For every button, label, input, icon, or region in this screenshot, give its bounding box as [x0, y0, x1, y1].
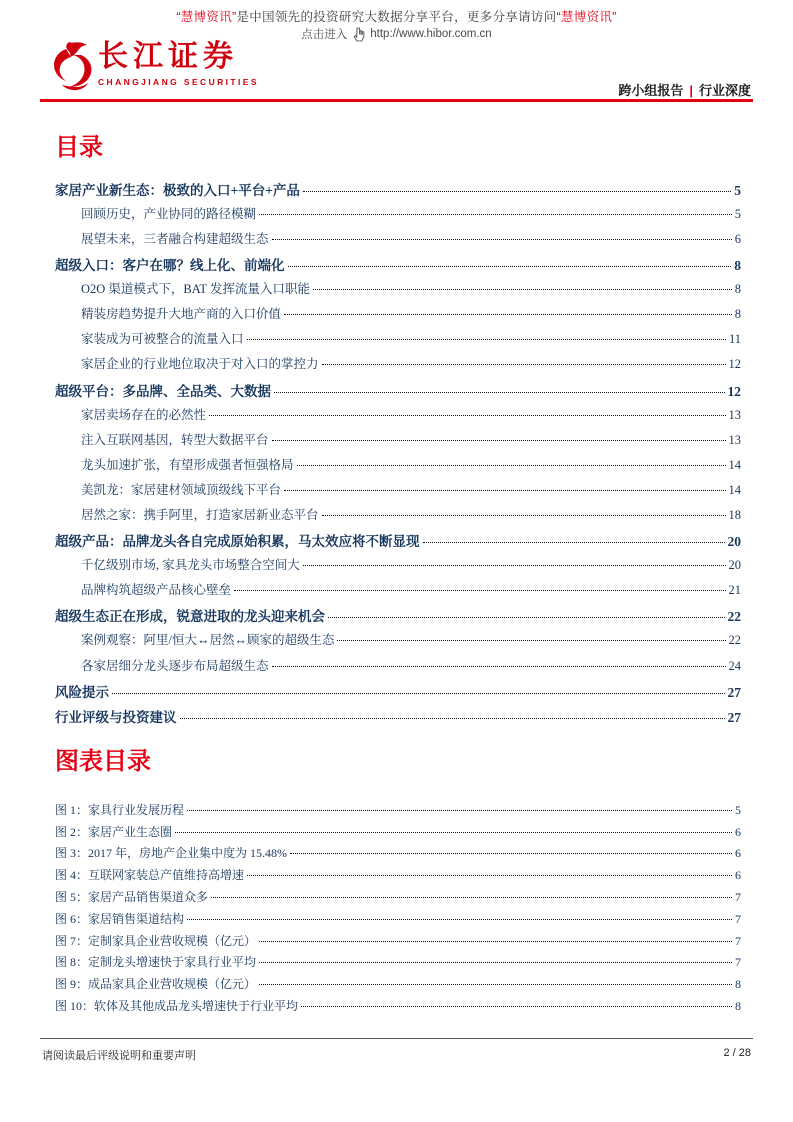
toc-entry-page: 14 [728, 457, 741, 472]
figure-entry-label: 图 3：2017 年，房地产企业集中度为 15.48% [55, 846, 287, 861]
dot-leader [211, 897, 732, 898]
figures-section [55, 748, 741, 1019]
toc-entry-label: 超级生态正在形成，锐意进取的龙头迎来机会 [55, 609, 325, 625]
toc-entry-label: 家居卖场存在的必然性 [81, 407, 207, 422]
toc-entry-label: 精装房趋势提升大地产商的入口价值 [81, 307, 282, 322]
report-type-label: 跨小组报告 [618, 83, 684, 98]
toc-entry-page: 12 [727, 383, 741, 399]
dot-leader [234, 590, 725, 591]
figure-entry-label: 图 9：成品家具企业营收规模（亿元） [55, 977, 257, 992]
dot-leader [180, 718, 725, 719]
figure-entry-page: 7 [735, 955, 741, 970]
dot-leader [301, 1006, 732, 1007]
figure-entry-label: 图 6：家居销售渠道结构 [55, 911, 185, 926]
figure-entry[interactable] [55, 823, 741, 845]
figure-entry-label: 图 10：软体及其他成品龙头增速快于行业平均 [55, 998, 299, 1013]
dot-leader [259, 984, 732, 985]
toc-entry-label: 居然之家：携手阿里，打造家居新业态平台 [81, 508, 319, 523]
dot-leader [272, 239, 732, 240]
toc-entry[interactable] [55, 204, 741, 229]
meta-divider: | [689, 83, 693, 98]
toc-entry[interactable] [55, 430, 741, 455]
page-number: 2 / 28 [723, 1047, 751, 1059]
toc-entry-page: 20 [727, 534, 741, 550]
toc-entry-page: 6 [734, 231, 741, 246]
toc-entry[interactable] [55, 304, 741, 329]
toc-entry[interactable] [55, 229, 741, 254]
figure-entry[interactable] [55, 866, 741, 888]
toc-entry[interactable] [55, 630, 741, 655]
figure-entry-page: 8 [735, 998, 741, 1013]
promo-click-label: 点击进入 [301, 29, 348, 41]
changjiang-logo [42, 40, 259, 101]
toc-entry-page: 22 [727, 609, 741, 625]
toc-entry-label: 注入互联网基因，转型大数据平台 [81, 432, 269, 447]
toc-entry-page: 8 [734, 282, 741, 297]
dot-leader [259, 962, 732, 963]
figure-entry-label: 图 7：定制家具企业营收规模（亿元） [55, 933, 257, 948]
dot-leader [209, 415, 725, 416]
header-red-rule [40, 99, 753, 102]
figure-entry[interactable] [55, 975, 741, 997]
toc-entry-label: 超级平台：多品牌、全品类、大数据 [55, 383, 271, 399]
brand-name-en: CHANGJIANG SECURITIES [98, 76, 259, 87]
toc-entry[interactable] [55, 179, 741, 204]
toc-list [55, 179, 741, 731]
report-meta [618, 80, 751, 99]
figure-entry-label: 图 4：互联网家装总产值维持高增速 [55, 868, 245, 883]
toc-entry-label: 各家居细分龙头逐步布局超级生态 [81, 658, 269, 673]
toc-entry[interactable] [55, 706, 741, 731]
dot-leader [303, 565, 726, 566]
dot-leader [328, 617, 725, 618]
toc-entry-page: 5 [734, 206, 741, 221]
toc-entry[interactable] [55, 254, 741, 279]
toc-entry[interactable] [55, 455, 741, 480]
figure-entry[interactable] [55, 953, 741, 975]
figure-entry[interactable] [55, 997, 741, 1019]
figure-entry-page: 7 [735, 911, 741, 926]
toc-entry-label: 家居企业的行业地位取决于对入口的掌控力 [81, 357, 319, 372]
promo-brand-first: “慧博资讯” [176, 10, 237, 24]
toc-entry-page: 13 [728, 432, 741, 447]
dot-leader [290, 853, 732, 854]
figure-entry[interactable] [55, 932, 741, 954]
figure-entry-page: 5 [735, 802, 741, 817]
toc-entry[interactable] [55, 555, 741, 580]
toc-section [55, 134, 741, 731]
promo-banner [0, 7, 793, 25]
dot-leader [247, 339, 726, 340]
toc-entry[interactable] [55, 505, 741, 530]
toc-entry[interactable] [55, 354, 741, 379]
toc-entry-label: 千亿级别市场, 家具龙头市场整合空间大 [81, 558, 300, 573]
dot-leader [322, 515, 726, 516]
report-category-label: 行业深度 [698, 83, 751, 98]
changjiang-logo-icon [42, 40, 94, 101]
dot-leader [313, 289, 732, 290]
figures-title: 图表目录 [55, 748, 151, 775]
dot-leader [272, 440, 726, 441]
figure-entry-page: 7 [735, 933, 741, 948]
toc-entry-page: 18 [728, 508, 741, 523]
toc-entry[interactable] [55, 580, 741, 605]
dot-leader [187, 810, 732, 811]
footer-disclaimer: 请阅读最后评级说明和重要声明 [42, 1050, 196, 1062]
toc-entry-page: 27 [727, 709, 741, 725]
toc-entry-label: 行业评级与投资建议 [55, 709, 177, 725]
footer-rule [40, 1038, 753, 1039]
dot-leader [175, 832, 732, 833]
toc-entry-label: 风险提示 [55, 684, 109, 700]
dot-leader [259, 214, 732, 215]
figure-entry-label: 图 1：家具行业发展历程 [55, 802, 185, 817]
toc-entry-page: 14 [728, 482, 741, 497]
figure-entry-page: 7 [735, 889, 741, 904]
dot-leader [259, 941, 732, 942]
toc-entry-label: 超级产品：品牌龙头各自完成原始积累，马太效应将不断显现 [55, 534, 420, 550]
toc-entry-page: 12 [728, 357, 741, 372]
dot-leader [284, 314, 732, 315]
figure-entry-page: 6 [735, 824, 741, 839]
toc-entry-label: 美凯龙：家居建材领域顶级线下平台 [81, 482, 282, 497]
toc-entry-page: 11 [728, 332, 741, 347]
toc-entry-label: 龙头加速扩张，有望形成强者恒强格局 [81, 457, 294, 472]
toc-entry[interactable] [55, 681, 741, 706]
dot-leader [247, 875, 732, 876]
promo-brand-second: “慧博资讯” [556, 10, 617, 24]
figure-entry-page: 6 [735, 868, 741, 883]
dot-leader [337, 640, 725, 641]
dot-leader [423, 542, 725, 543]
figure-entry[interactable] [55, 844, 741, 866]
figure-list [55, 801, 741, 1019]
toc-entry[interactable] [55, 480, 741, 505]
toc-entry-label: 超级入口：客户在哪？线上化、前端化 [55, 258, 285, 274]
toc-entry-page: 24 [728, 658, 741, 673]
promo-middle-text: 是中国领先的投资研究大数据分享平台，更多分享请访问 [236, 10, 557, 24]
toc-entry[interactable] [55, 530, 741, 555]
toc-title: 目录 [55, 134, 103, 161]
dot-leader [284, 490, 725, 491]
figure-entry-label: 图 2：家居产业生态圈 [55, 824, 173, 839]
toc-entry[interactable] [55, 605, 741, 630]
dot-leader [112, 693, 725, 694]
figure-entry[interactable] [55, 888, 741, 910]
dot-leader [288, 266, 732, 267]
toc-entry[interactable] [55, 656, 741, 681]
dot-leader [272, 666, 726, 667]
toc-entry-page: 8 [734, 258, 741, 274]
toc-entry-label: 回顾历史，产业协同的路径模糊 [81, 206, 257, 221]
toc-entry[interactable] [55, 380, 741, 405]
figure-entry-page: 8 [735, 977, 741, 992]
figure-entry-page: 6 [735, 846, 741, 861]
brand-name-cn: 长江证券 [98, 40, 238, 73]
toc-entry-page: 5 [734, 182, 741, 198]
toc-entry[interactable] [55, 405, 741, 430]
toc-entry-page: 22 [728, 633, 741, 648]
figure-entry-label: 图 8：定制龙头增速快于家具行业平均 [55, 955, 257, 970]
toc-entry-label: O2O 渠道模式下，BAT 发挥流量入口职能 [81, 282, 310, 297]
figure-entry-label: 图 5：家居产品销售渠道众多 [55, 889, 209, 904]
toc-entry-page: 13 [728, 407, 741, 422]
hibor-url-link[interactable]: http://www.hibor.com.cn [370, 28, 492, 40]
toc-entry-page: 8 [734, 307, 741, 322]
toc-entry[interactable] [55, 279, 741, 304]
logo-text-block [98, 40, 259, 87]
toc-entry-label: 品牌构筑超级产品核心壁垒 [81, 583, 232, 598]
dot-leader [303, 191, 731, 192]
toc-entry-label: 家装成为可被整合的流量入口 [81, 332, 244, 347]
toc-entry-page: 27 [727, 684, 741, 700]
figure-entry[interactable] [55, 801, 741, 823]
toc-entry-page: 20 [728, 558, 741, 573]
toc-entry[interactable] [55, 329, 741, 354]
dot-leader [187, 919, 732, 920]
toc-entry-page: 21 [728, 583, 741, 598]
figure-entry[interactable] [55, 910, 741, 932]
dot-leader [297, 465, 726, 466]
toc-entry-label: 展望未来，三者融合构建超级生态 [81, 231, 269, 246]
toc-entry-label: 家居产业新生态：极致的入口+平台+产品 [55, 182, 300, 198]
dot-leader [322, 364, 726, 365]
dot-leader [274, 392, 725, 393]
click-hand-icon [352, 27, 365, 42]
toc-entry-label: 案例观察：阿里/恒大↔居然↔顾家的超级生态 [81, 633, 335, 648]
